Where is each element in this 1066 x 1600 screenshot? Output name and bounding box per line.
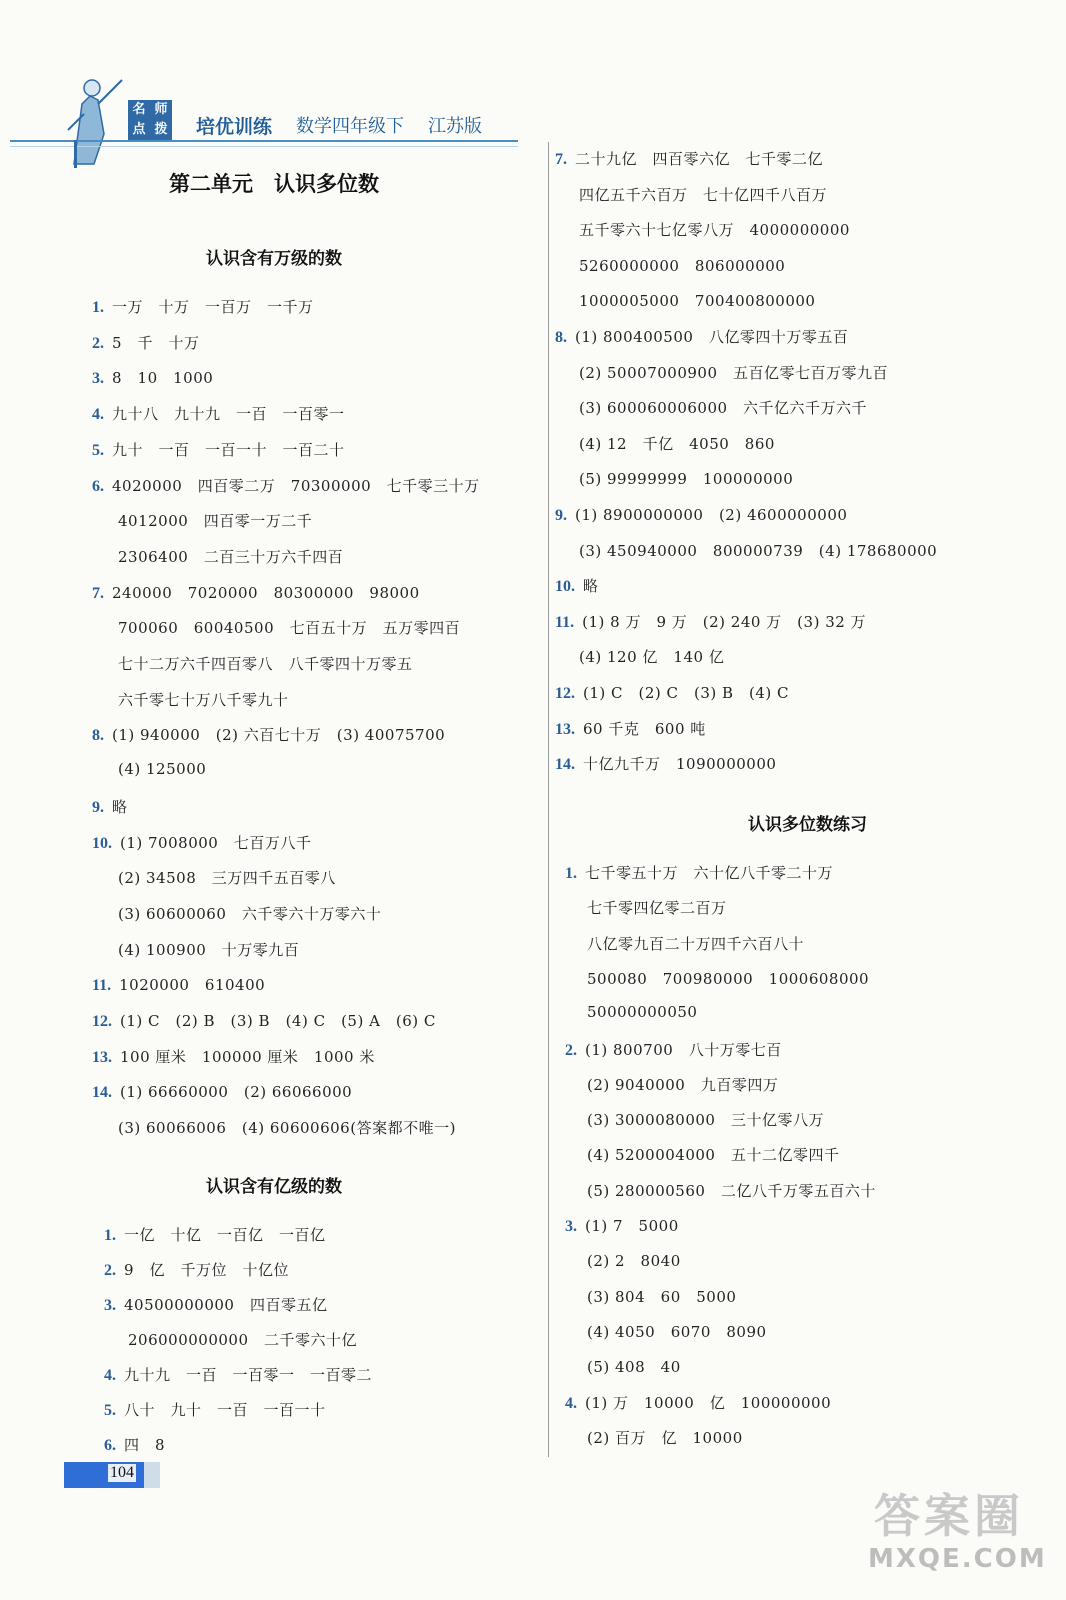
answer-line <box>579 397 867 418</box>
answer-text: (3) 600060006000 六千亿六千万六千 <box>579 399 868 418</box>
answer-line <box>118 760 206 778</box>
answer-text: 40500000000 四百零五亿 <box>124 1296 328 1314</box>
question-number: 13. <box>555 720 575 738</box>
answer-line <box>587 1356 681 1377</box>
brand-badge <box>128 100 172 140</box>
answer-text: (4) 125000 <box>118 760 207 779</box>
question-number: 6. <box>92 477 104 495</box>
answer-text: (5) 408 40 <box>587 1358 681 1377</box>
answer-line <box>104 1434 165 1455</box>
answer-text: (1) 800400500 八亿零四十万零五百 <box>575 328 849 346</box>
book-subject: 数学四年级下 <box>296 116 404 137</box>
answer-text: (5) 280000560 二亿八千万零五百六十 <box>587 1181 876 1200</box>
answer-text: 四亿五千六百万 七十亿四千八百万 <box>579 185 828 204</box>
answer-line <box>104 1399 326 1420</box>
answer-text: 9 亿 千万位 十亿位 <box>124 1261 290 1279</box>
answer-line <box>587 897 727 918</box>
answer-text: (4) 4050 6070 8090 <box>587 1322 767 1341</box>
answer-text: 700060 60040500 七百五十万 五万零四百 <box>118 619 461 638</box>
answer-line <box>555 326 848 347</box>
question-number: 13. <box>92 1048 112 1066</box>
answer-line <box>118 939 299 960</box>
answer-line <box>579 540 937 561</box>
question-number: 4. <box>565 1394 577 1412</box>
answer-line <box>555 753 776 774</box>
answer-text: 1020000 610400 <box>119 976 266 995</box>
question-number: 14. <box>555 756 575 774</box>
answer-line <box>579 184 827 205</box>
answer-line <box>587 968 869 989</box>
answer-line <box>92 1046 375 1067</box>
answer-line <box>587 1286 736 1307</box>
answer-text: 九十 一百 一百一十 一百二十 <box>112 440 345 459</box>
answer-text: 206000000000 二千零六十亿 <box>128 1331 358 1349</box>
header-marker <box>74 140 77 168</box>
answer-text: 七十二万六千四百零八 八千零四十万零五 <box>118 655 413 673</box>
answer-text: 8 10 1000 <box>112 369 214 388</box>
answer-text: 略 <box>112 797 128 816</box>
answer-text: 四 8 <box>124 1436 166 1454</box>
answer-text: (3) 804 60 5000 <box>587 1287 737 1306</box>
answer-text: (1) 8900000000 (2) 4600000000 <box>575 506 848 524</box>
answer-text: 5 千 十万 <box>112 333 200 352</box>
answer-line <box>92 367 213 388</box>
watermark-logo: 答案圈 <box>874 1489 1024 1543</box>
page-number-tab <box>144 1462 160 1488</box>
answer-text: (2) 2 8040 <box>587 1252 681 1271</box>
question-number: 9. <box>92 798 104 816</box>
answer-line <box>92 332 200 353</box>
answer-text: (1) 66660000 (2) 66066000 <box>120 1083 353 1102</box>
answer-text: 1000005000 700400800000 <box>579 292 816 311</box>
answer-line <box>92 475 480 496</box>
section-title-practice: 认识多位数练习 <box>748 815 867 835</box>
badge-char: 师 <box>154 102 168 117</box>
answer-text: 九十九 一百 一百零一 一百零二 <box>124 1366 373 1384</box>
answer-line <box>104 1224 326 1245</box>
answer-line <box>587 1321 767 1342</box>
question-number: 1. <box>92 299 104 316</box>
question-number: 11. <box>555 613 575 631</box>
answer-line <box>104 1294 327 1315</box>
answer-text: 500080 700980000 1000608000 <box>587 969 870 988</box>
answer-line <box>128 1329 357 1350</box>
answer-line <box>565 1392 831 1413</box>
answer-text: (2) 百万 亿 10000 <box>587 1428 743 1447</box>
question-number: 10. <box>555 578 575 596</box>
answer-line <box>587 1109 824 1130</box>
answer-line <box>579 468 793 489</box>
answer-text: 八十 九十 一百 一百一十 <box>124 1401 326 1419</box>
answer-text: 八亿零九百二十万四千六百八十 <box>587 934 805 953</box>
question-number: 11. <box>92 977 112 995</box>
question-number: 10. <box>92 834 112 852</box>
answer-line <box>555 148 823 169</box>
answer-text: 七千零五十万 六十亿八千零二十万 <box>585 864 834 882</box>
answer-line <box>92 439 345 460</box>
answer-text: 60 千克 600 吨 <box>583 719 706 738</box>
question-number: 2. <box>92 334 104 352</box>
page-number: 104 <box>110 1464 134 1481</box>
answer-line <box>118 510 312 531</box>
question-number: 7. <box>555 151 567 168</box>
question-number: 5. <box>92 441 104 459</box>
section-title-wan: 认识含有万级的数 <box>206 249 342 269</box>
question-number: 7. <box>92 584 104 602</box>
answer-line <box>579 255 785 276</box>
answer-line <box>565 862 833 883</box>
answer-line <box>555 611 866 632</box>
answer-text: (2) 50007000900 五百亿零七百万零九百 <box>579 363 888 382</box>
answer-line <box>92 296 314 317</box>
answer-text: (5) 99999999 100000000 <box>579 470 794 489</box>
answer-line <box>587 1180 876 1201</box>
answer-line <box>92 582 420 603</box>
book-edition: 江苏版 <box>428 116 482 137</box>
question-number: 1. <box>104 1227 116 1244</box>
badge-char: 点 <box>132 122 146 137</box>
question-number: 12. <box>92 1013 112 1030</box>
answer-line <box>555 682 789 703</box>
section-title-yi: 认识含有亿级的数 <box>206 1177 342 1197</box>
answer-line <box>579 362 888 383</box>
answer-text: 4012000 四百零一万二千 <box>118 512 313 531</box>
answer-line <box>587 933 804 954</box>
answer-text: 一亿 十亿 一百亿 一百亿 <box>124 1226 326 1244</box>
answer-text: (4) 100900 十万零九百 <box>118 940 300 959</box>
answer-line <box>579 290 815 311</box>
answer-line <box>118 867 336 888</box>
answer-text: 50000000050 <box>587 1003 698 1022</box>
answer-text: 略 <box>583 577 599 596</box>
series-title: 培优训练 <box>196 116 273 138</box>
question-number: 3. <box>104 1297 116 1314</box>
answer-text: 七千零四亿零二百万 <box>587 899 727 918</box>
question-number: 2. <box>565 1041 577 1059</box>
answer-text: (3) 60066006 (4) 60600606(答案都不唯一) <box>118 1119 456 1138</box>
answer-text: 十亿九千万 1090000000 <box>583 755 777 774</box>
badge-char: 拨 <box>154 122 168 137</box>
question-number: 8. <box>555 329 567 346</box>
answer-text: (3) 3000080000 三十亿零八万 <box>587 1111 824 1130</box>
question-number: 2. <box>104 1262 116 1279</box>
answer-line <box>118 689 289 710</box>
answer-text: (1) 万 10000 亿 100000000 <box>585 1393 832 1412</box>
unit-title: 第二单元 认识多位数 <box>169 171 379 196</box>
answer-text: (3) 450940000 800000739 (4) 178680000 <box>579 541 938 560</box>
answer-line <box>565 1215 679 1236</box>
answer-line <box>579 646 724 667</box>
answer-text: 240000 7020000 80300000 98000 <box>112 583 420 602</box>
answer-line <box>555 504 847 525</box>
watermark <box>860 1480 1060 1590</box>
answer-line <box>555 575 599 596</box>
question-number: 9. <box>555 507 567 524</box>
answer-text: 六千零七十万八千零九十 <box>118 690 289 709</box>
answer-line <box>92 1010 436 1031</box>
answer-line <box>118 1117 456 1138</box>
answer-line <box>579 433 775 454</box>
answer-text: 2306400 二百三十万六千四百 <box>118 547 344 566</box>
answer-line <box>92 1081 352 1102</box>
page-header <box>0 0 1066 160</box>
answer-text: 九十八 九十九 一百 一百零一 <box>112 405 345 424</box>
answer-line <box>118 546 343 567</box>
question-number: 5. <box>104 1402 116 1419</box>
answer-line <box>587 1250 681 1271</box>
answer-text: (1) 7 5000 <box>585 1217 679 1235</box>
answer-text: (3) 60600060 六千零六十万零六十 <box>118 904 382 923</box>
answer-line <box>92 403 345 424</box>
answer-line <box>92 832 311 853</box>
answer-line <box>118 653 413 674</box>
answer-text: 4020000 四百零二万 70300000 七千零三十万 <box>112 476 480 495</box>
answer-text: (2) 34508 三万四千五百零八 <box>118 869 336 888</box>
question-number: 14. <box>92 1084 112 1102</box>
answer-text: (2) 9040000 九百零四万 <box>587 1075 779 1094</box>
question-number: 4. <box>92 406 104 424</box>
question-number: 4. <box>104 1367 116 1384</box>
header-rule <box>10 140 518 142</box>
answer-text: (1) C (2) B (3) B (4) C (5) A (6) C <box>120 1012 436 1030</box>
answer-line <box>587 1144 839 1165</box>
answer-text: (4) 120 亿 140 亿 <box>579 648 725 667</box>
answer-line <box>104 1259 289 1280</box>
answer-text: (1) 7008000 七百万八千 <box>120 833 312 852</box>
answer-text: 一万 十万 一百万 一千万 <box>112 298 314 316</box>
answer-line <box>587 1074 778 1095</box>
answer-line <box>579 219 850 240</box>
answer-text: (4) 5200004000 五十二亿零四千 <box>587 1146 840 1165</box>
question-number: 3. <box>565 1218 577 1235</box>
column-divider <box>548 142 549 1457</box>
answer-text: 5260000000 806000000 <box>579 256 786 275</box>
answer-text: 二十九亿 四百零六亿 七千零二亿 <box>575 150 824 168</box>
answer-line <box>587 1003 697 1021</box>
answer-line <box>92 796 128 817</box>
answer-line <box>587 1427 743 1448</box>
page-number-box <box>64 1462 160 1488</box>
answer-line <box>118 617 460 638</box>
answer-text: 五千零六十七亿零八万 4000000000 <box>579 221 850 240</box>
question-number: 12. <box>555 685 575 702</box>
badge-char: 名 <box>132 102 146 117</box>
answer-text: (1) C (2) C (3) B (4) C <box>583 684 790 702</box>
question-number: 6. <box>104 1437 116 1454</box>
answer-line <box>104 1364 372 1385</box>
answer-line <box>92 974 265 995</box>
watermark-url: MXQE.COM <box>868 1544 1047 1574</box>
answer-line <box>555 718 706 739</box>
answer-text: (1) 940000 (2) 六百七十万 (3) 40075700 <box>112 726 446 745</box>
question-number: 1. <box>565 865 577 882</box>
answer-text: (1) 8 万 9 万 (2) 240 万 (3) 32 万 <box>582 612 867 631</box>
question-number: 8. <box>92 727 104 745</box>
answer-line <box>118 903 381 924</box>
answer-text: (4) 12 千亿 4050 860 <box>579 434 775 453</box>
answer-text: 100 厘米 100000 厘米 1000 米 <box>120 1047 375 1066</box>
question-number: 3. <box>92 370 104 388</box>
answer-text: (1) 800700 八十万零七百 <box>585 1040 782 1059</box>
answer-line <box>92 724 445 745</box>
header-rule-shadow <box>10 146 518 147</box>
answer-line <box>565 1039 782 1060</box>
